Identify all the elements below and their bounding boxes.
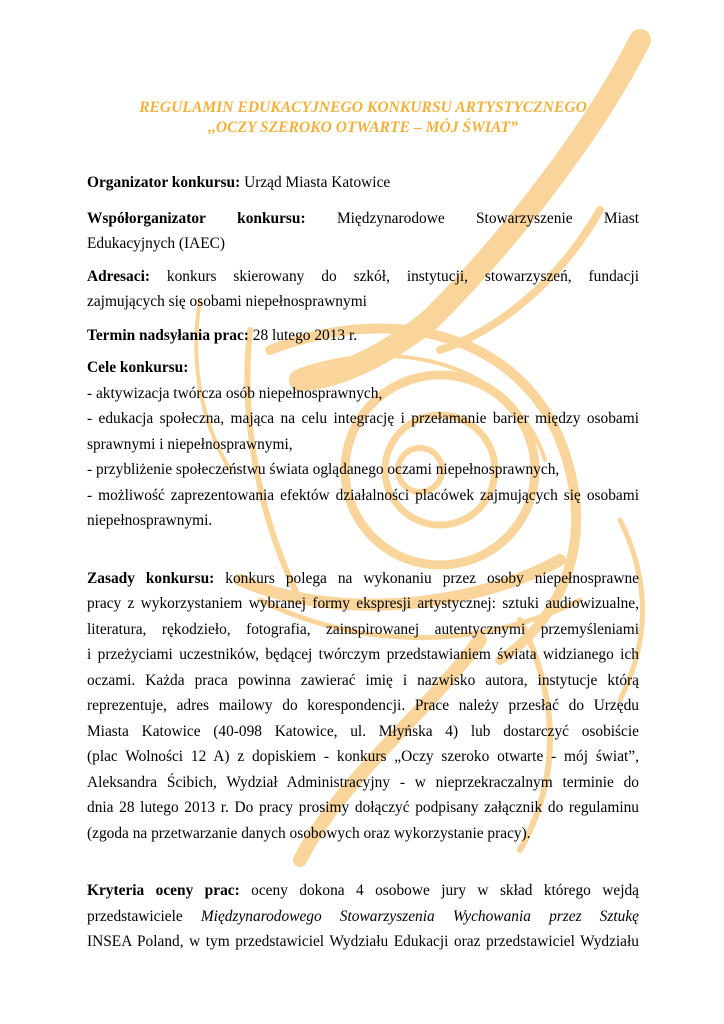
regulation-document <box>87 98 639 955</box>
goal-item: - edukacja społeczna, mająca na celu integrację i przełamanie barier między osobami <box>87 410 639 427</box>
coorganizer-label-2: konkursu: <box>237 209 306 227</box>
coorganizer-section <box>87 206 639 257</box>
rules-line: (plac Wolności 12 A) z dopiskiem - konkurs „Oczy szeroko otwarte - mój świat”, <box>87 748 639 765</box>
addressees-line-1: konkurs skierowany do szkół, instytucji, stowarzyszeń, fundacji <box>166 267 639 285</box>
rules-line: pracy z wykorzystaniem wybranej formy ekspresji artystycznej: sztuki audiowizualne, <box>87 595 639 612</box>
rules-section <box>87 566 639 847</box>
document-title <box>87 98 639 138</box>
coorganizer-label: Współorganizator <box>87 209 206 227</box>
criteria-line-2-pre: przedstawiciele <box>87 907 183 925</box>
rules-line: literatura, rękodzieło, fotografia, zainspirowanej autentycznymi przemyśleniami <box>87 620 639 638</box>
goal-item: - możliwość zaprezentowania efektów działalności placówek zajmujących się osobami <box>87 486 639 504</box>
rules-line: Aleksandra Ścibich, Wydział Administracyjny - w nieprzekraczalnym terminie do <box>87 773 639 791</box>
rules-line: konkurs polega na wykonaniu przez osoby niepełnosprawne <box>225 569 639 587</box>
rules-line: Miasta Katowice (40-098 Katowice, ul. Młyńska 4) lub dostarczyć osobiście <box>87 722 639 740</box>
goal-item: niepełnosprawnymi. <box>87 512 213 529</box>
goal-item: - przybliżenie społeczeństwu świata oglądanego oczami niepełnosprawnych, <box>87 461 560 478</box>
organizer-section <box>87 170 639 196</box>
criteria-line-3: INSEA Poland, w tym przedstawiciel Wydziału Edukacji oraz przedstawiciel Wydziału <box>87 933 639 950</box>
addressees-section <box>87 264 639 315</box>
title-line-1: REGULAMIN EDUKACYJNEGO KONKURSU ARTYSTYCZNEGO <box>139 99 587 116</box>
coorganizer-word-3: Miast <box>603 209 639 227</box>
addressees-line-2: zajmujących się osobami niepełnosprawnymi <box>87 293 367 310</box>
coorganizer-word-1: Międzynarodowe <box>336 209 445 227</box>
rules-line: (zgoda na przetwarzanie danych osobowych oraz wykorzystanie pracy). <box>87 824 531 842</box>
criteria-line-2-italic: Międzynarodowego Stowarzyszenia Wychowania przez Sztukę <box>200 907 640 925</box>
criteria-section <box>87 878 639 955</box>
goal-item: sprawnymi i niepełnosprawnymi, <box>87 435 293 453</box>
goals-list <box>87 381 639 534</box>
deadline-section <box>87 323 639 349</box>
addressees-label: Adresaci: <box>87 267 150 285</box>
criteria-label: Kryteria oceny prac: <box>87 882 240 899</box>
organizer-label: Organizator konkursu: <box>87 174 241 191</box>
rules-label: Zasady konkursu: <box>87 569 215 587</box>
deadline-label: Termin nadsyłania prac: <box>87 326 249 344</box>
coorganizer-word-2: Stowarzyszenie <box>475 209 573 227</box>
goal-item: - aktywizacja twórcza osób niepełnosprawnych, <box>87 384 383 402</box>
criteria-line-1: oceny dokona 4 osobowe jury w skład którego wejdą <box>251 882 639 899</box>
organizer-value: Urząd Miasta Katowice <box>244 174 391 191</box>
goals-label: Cele konkursu: <box>87 359 189 376</box>
rules-line: i przeżyciami uczestników, będącej twórczym przedstawianiem świata widzianego ich <box>87 646 639 663</box>
deadline-value: 28 lutego 2013 r. <box>252 326 358 344</box>
coorganizer-line-2: Edukacyjnych (IAEC) <box>87 235 226 252</box>
rules-line: dnia 28 lutego 2013 r. Do pracy prosimy dołączyć podpisany załącznik do regulaminu <box>87 799 639 816</box>
rules-line: oczami. Każda praca powinna zawierać imię i nazwisko autora, instytucje którą <box>87 671 639 689</box>
goals-section <box>87 355 639 534</box>
title-line-2: ,,OCZY SZEROKO OTWARTE – MÓJ ŚWIAT” <box>208 119 518 136</box>
rules-line: reprezentuje, adres mailowy do korespondencji. Prace należy przesłać do Urzędu <box>87 697 639 714</box>
